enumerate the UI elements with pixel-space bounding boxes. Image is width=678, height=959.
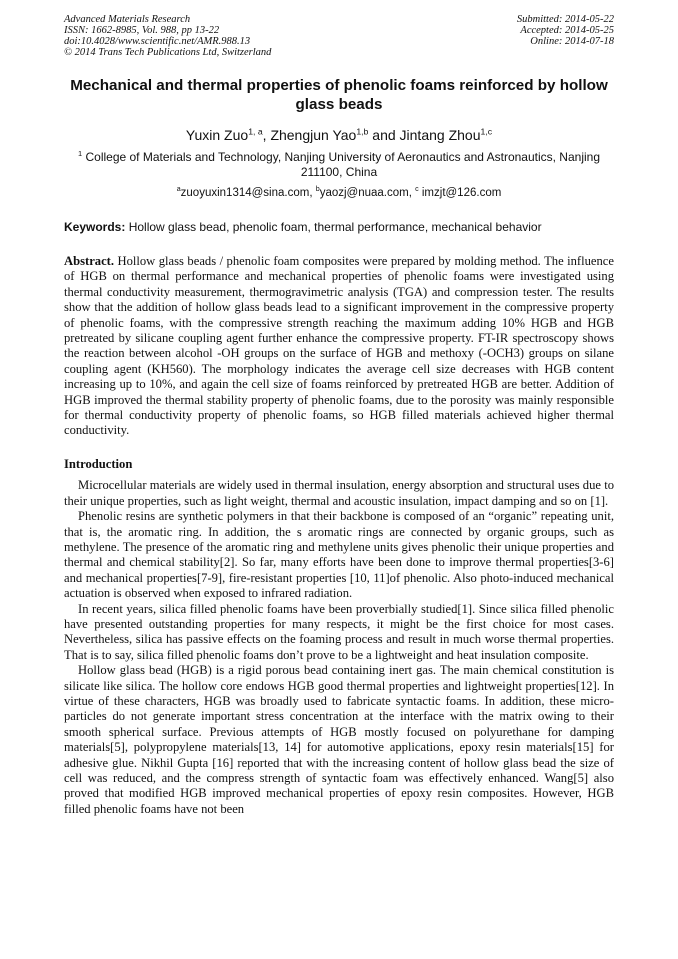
body-paragraph: In recent years, silica filled phenolic foams have been proverbially studied[1]. Since silica filled phenolic have presented outstanding properties for many respects, it might be the first choice for most cases. Nevertheless, silica has passive effects on the foaming process and result in much worse thermal properties. That is to say, silica filled phenolic foams don’t prove to be a lightweight and heat insulation composite. <box>64 601 614 662</box>
email-link[interactable]: $^b$yaozj@nuaa.com <box>315 185 409 199</box>
author-list: Yuxin Zuo$^{1, a}$, Zhengjun Yao$^{1,b}$ and Jintang Zhou$^{1,c}$ <box>185 126 493 143</box>
publication-info <box>64 14 271 58</box>
author-emails: $^a$zuoyuxin1314@sina.com, $^b$yaozj@nuaa.com, $^c$ imzjt@126.com <box>176 185 502 199</box>
accepted-date: Accepted: 2014-05-25 <box>520 25 614 36</box>
author: Zhengjun Yao$^{1,b}$ <box>270 126 369 143</box>
publication-dates <box>517 14 614 58</box>
copyright-line: © 2014 Trans Tech Publications Ltd, Switzerland <box>64 47 272 58</box>
section-heading-introduction: Introduction <box>64 456 133 471</box>
body-paragraph: Hollow glass bead (HGB) is a rigid porous bead containing inert gas. The main chemical constitution is silicate like silica. The hollow core endows HGB good thermal properties and lightweight properties[12]. In virtue of these characters, HGB was broadly used to fabricate syntactic foams. In addition, these micro-particles do not generate important stress concentration at the interface with the matrix owing to their smooth spherical surface. Previous attempts of HGB mostly focused on polyurethane for damping materials[5], polypropylene materials[13, 14] for automotive applications, epoxy resin materials[15] for adhesive glue. Nikhil Gupta [16] reported that with the increasing content of hollow glass bead the size of cell was reduced, and the compress strength of syntactic foam was effectively enhanced. Wang[5] also proved that modified HGB improved mechanical properties of epoxy resin composites. However, HGB filled phenolic foams have not been <box>64 663 614 816</box>
keywords-label: Keywords: <box>64 220 126 234</box>
email-link[interactable]: $^a$zuoyuxin1314@sina.com <box>176 185 310 199</box>
body-paragraph: Phenolic resins are synthetic polymers in that their backbone is composed of an “organic” repeating unit, that is, the aromatic ring. In addition, the s aromatic rings are connected by organic groups, such as methylene. The presence of the aromatic ring and methylene units gives phenolic their unique properties and thermal and chemical stability[2]. So far, many efforts have been done to improve thermal properties[3-6] and mechanical properties[7-9], fire-resistant properties [10, 11]of phenolic. Also photo-induced mechanical actuation is observed when exposed to infrared radiation. <box>64 509 614 601</box>
abstract-label: Abstract. <box>64 254 115 268</box>
doi-line: doi:10.4028/www.scientific.net/AMR.988.13 <box>64 36 251 47</box>
body-paragraph: Microcellular materials are widely used in thermal insulation, energy absorption and structural uses due to their unique properties, such as light weight, thermal and acoustic insulation, impact damping and so on [1]. <box>64 478 614 508</box>
abstract-text: Hollow glass beads / phenolic foam composites were prepared by molding method. The influence of HGB on thermal performance and mechanical properties of phenolic foams were investigated using thermal conductivity measurement, thermogravimetric analysis (TGA) and compression tester. The results show that the addition of hollow glass beads lead to a significant improvement in the compressive property of phenolic foams, with the compressive strength reaching the maximum adding 10% HGB and HGB pretreated by silicane coupling agent further enhance the compressive property. FT-IR spectroscopy shows the reaction between alcohol -OH groups on the surface of HGB and methoxy (-OCH3) groups on silane coupling agent (KH560). The morphology indicates the average cell size decreases with HGB content increasing up to 10%, and again the cell size of foams reinforced by pretreated HGB are better. Addition of HGB improved the thermal stability property of phenolic foams, due to the porosity was mainly responsible for thermal conductivity property of phenolic foams, so HGB filled materials achieved higher thermal conductivity. <box>64 254 614 438</box>
journal-name: Advanced Materials Research <box>64 14 191 25</box>
email-link[interactable]: $^c$ imzjt@126.com <box>415 185 502 199</box>
keywords <box>64 220 614 234</box>
journal-header <box>64 14 614 58</box>
abstract <box>64 254 614 439</box>
affiliation: $^1$ College of Materials and Technology, Nanjing University of Aeronautics and Astronautics, Nanjing 211100, China <box>78 149 600 179</box>
issn-line: ISSN: 1662-8985, Vol. 988, pp 13-22 <box>64 25 220 36</box>
online-date: Online: 2014-07-18 <box>530 36 614 47</box>
author: Yuxin Zuo$^{1, a}$ <box>185 126 263 143</box>
author: Jintang Zhou$^{1,c}$ <box>399 126 493 143</box>
submitted-date: Submitted: 2014-05-22 <box>516 14 614 25</box>
keywords-text: Hollow glass bead, phenolic foam, thermal performance, mechanical behavior <box>128 220 542 234</box>
paper-title: Mechanical and thermal properties of phenolic foams reinforced by hollow glass beads <box>70 77 608 113</box>
